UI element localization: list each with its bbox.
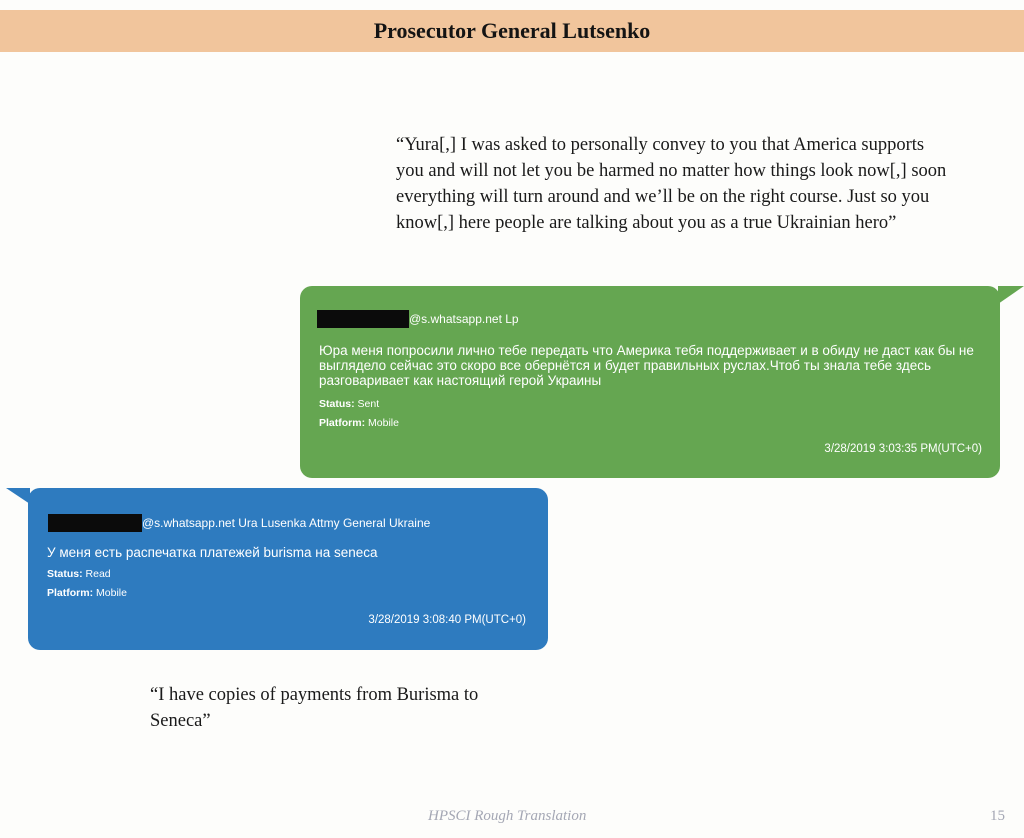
status-label: Status: [319,398,355,410]
message-bubble-sent [300,286,1000,478]
platform-value: Mobile [96,587,127,599]
message-body: Юра меня попросили лично тебе передать что Америка тебя поддерживает и в обиду не даст как бы не выглядело сейчас это скоро все обернётся и будет правильных руслах.Чтоб ты знала тебе здесь разговаривает как настоящий герой Украины [319,343,974,388]
header-bar [0,10,1024,52]
message-platform [47,587,127,599]
page-title: Prosecutor General Lutsenko [373,18,651,43]
sender-id: @s.whatsapp.net Ura Lusenka Attmy General Ukraine [142,516,431,530]
message-status [47,568,111,580]
message-timestamp: 3/28/2019 3:03:35 PM(UTC+0) [824,443,982,455]
message-sender [48,514,430,532]
bubble-tail [998,286,1024,304]
message-platform [319,417,399,429]
platform-label: Platform: [47,587,94,599]
sender-id: @s.whatsapp.net Lp [409,312,519,326]
platform-label: Platform: [319,417,366,429]
message-timestamp: 3/28/2019 3:08:40 PM(UTC+0) [368,614,526,626]
platform-value: Mobile [368,417,399,429]
message-sender [317,310,519,328]
translation-quote-top: “Yura[,] I was asked to personally convey to you that America supports you and will not let you be harmed no matter how things look now[,] soon everything will turn around and we’ll be on the right course. Just so you know[,] here people are talking about you as a true Ukrainian hero” [396,135,947,233]
footer-label: HPSCI Rough Translation [428,808,587,824]
message-bubble-received [28,488,548,650]
redaction-block [317,310,409,328]
translation-quote-bottom: “I have copies of payments from Burisma to Seneca” [150,685,479,731]
bubble-tail [6,488,30,504]
message-body: У меня есть распечатка платежей burisma на seneca [47,545,378,560]
status-label: Status: [47,568,83,580]
page-number: 15 [990,808,1005,824]
status-value: Read [85,568,111,580]
status-value: Sent [357,398,380,410]
redaction-block [48,514,142,532]
message-status [319,398,379,410]
